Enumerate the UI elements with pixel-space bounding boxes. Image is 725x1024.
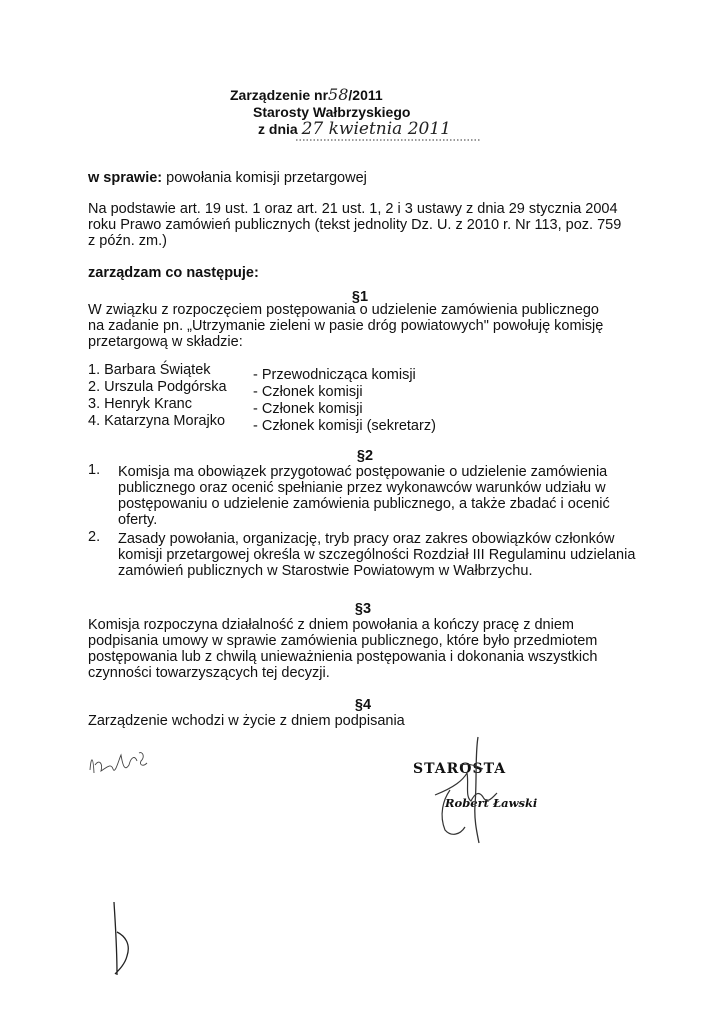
date-handwritten: 27 kwietnia 2011 xyxy=(301,119,451,139)
section-2-item-1-number: 1. xyxy=(88,462,101,478)
member-role: - Członek komisji (sekretarz) xyxy=(253,418,436,434)
section-1-line-3: przetargową w składzie: xyxy=(88,334,243,350)
section-2-item-1-line-1: Komisja ma obowiązek przygotować postępowanie o udzielenie zamówienia xyxy=(118,464,608,480)
section-2-item-2-line-1: Zasady powołania, organizację, tryb pracy oraz zakres obowiązków członków xyxy=(118,531,615,547)
section-4-text: Zarządzenie wchodzi w życie z dniem podpisania xyxy=(88,713,405,729)
section-1-mark: §1 xyxy=(351,289,369,305)
basis-line-3: z późn. zm.) xyxy=(88,233,167,249)
date-prefix: z dnia xyxy=(258,121,298,137)
section-3-mark: §3 xyxy=(354,601,372,617)
member-name: 2. Urszula Podgórska xyxy=(88,379,227,395)
member-name: 3. Henryk Kranc xyxy=(88,396,192,412)
section-2-mark: §2 xyxy=(356,448,374,464)
decree-title xyxy=(230,85,530,104)
section-2-item-2-line-2: komisji przetargowej określa w szczególności Rozdział III Regulaminu udzielania xyxy=(118,547,636,563)
member-name: 1. Barbara Świątek xyxy=(88,362,211,378)
section-2-item-1-line-3: postępowaniu o udzielenie zamówienia publicznego, a także zbadać i ocenić xyxy=(118,496,610,512)
section-3-line-3: postępowania lub z chwilą unieważnienia postępowania i dokonania wszystkich xyxy=(88,649,598,665)
section-3-line-1: Komisja rozpoczyna działalność z dniem powołania a kończy pracę z dniem xyxy=(88,617,574,633)
basis-line-2: roku Prawo zamówień publicznych (tekst jednolity Dz. U. z 2010 r. Nr 113, poz. 759 xyxy=(88,217,622,233)
section-3-line-4: czynności towarzyszących tej decyzji. xyxy=(88,665,330,681)
stamp-name: Robert Ławski xyxy=(445,796,538,810)
bottom-mark xyxy=(105,900,145,980)
date-dotted-line xyxy=(296,138,516,148)
decree-title-prefix: Zarządzenie nr xyxy=(230,87,329,103)
initials-mark xyxy=(85,745,155,785)
subject-text: powołania komisji przetargowej xyxy=(166,170,367,186)
subject-label: w sprawie: xyxy=(88,170,163,186)
member-role: - Przewodnicząca komisji xyxy=(253,367,416,383)
issuer-line: Starosty Wałbrzyskiego xyxy=(253,104,411,120)
section-2-item-2-number: 2. xyxy=(88,529,101,545)
section-2-item-1-line-4: oferty. xyxy=(118,512,158,528)
date-line xyxy=(258,119,588,139)
stamp-title: STAROSTA xyxy=(413,761,507,777)
decree-number-handwritten: 58 xyxy=(328,85,349,104)
member-name: 4. Katarzyna Morajko xyxy=(88,413,226,429)
member-role: - Członek komisji xyxy=(253,401,363,417)
signature-mark xyxy=(405,735,545,845)
decree-title-suffix: /2011 xyxy=(348,87,383,103)
section-3-line-2: podpisania umowy w sprawie zamówienia publicznego, które było przedmiotem xyxy=(88,633,598,649)
section-4-mark: §4 xyxy=(354,697,372,713)
basis-line-1: Na podstawie art. 19 ust. 1 oraz art. 21 ust. 1, 2 i 3 ustawy z dnia 29 stycznia 2004 xyxy=(88,201,618,217)
member-role: - Członek komisji xyxy=(253,384,363,400)
section-2-item-2-line-3: zamówień publicznych w Starostwie Powiatowym w Wałbrzychu. xyxy=(118,563,533,579)
section-1-line-1: W związku z rozpoczęciem postępowania o udzielenie zamówienia publicznego xyxy=(88,302,599,318)
decree-heading: zarządzam co następuje: xyxy=(88,265,259,281)
section-2-item-1-line-2: publicznego oraz ocenić spełnianie przez wykonawców warunków udziału w xyxy=(118,480,606,496)
subject-line xyxy=(88,170,367,186)
section-1-line-2: na zadanie pn. „Utrzymanie zieleni w pasie dróg powiatowych" powołuję komisję xyxy=(88,318,604,334)
